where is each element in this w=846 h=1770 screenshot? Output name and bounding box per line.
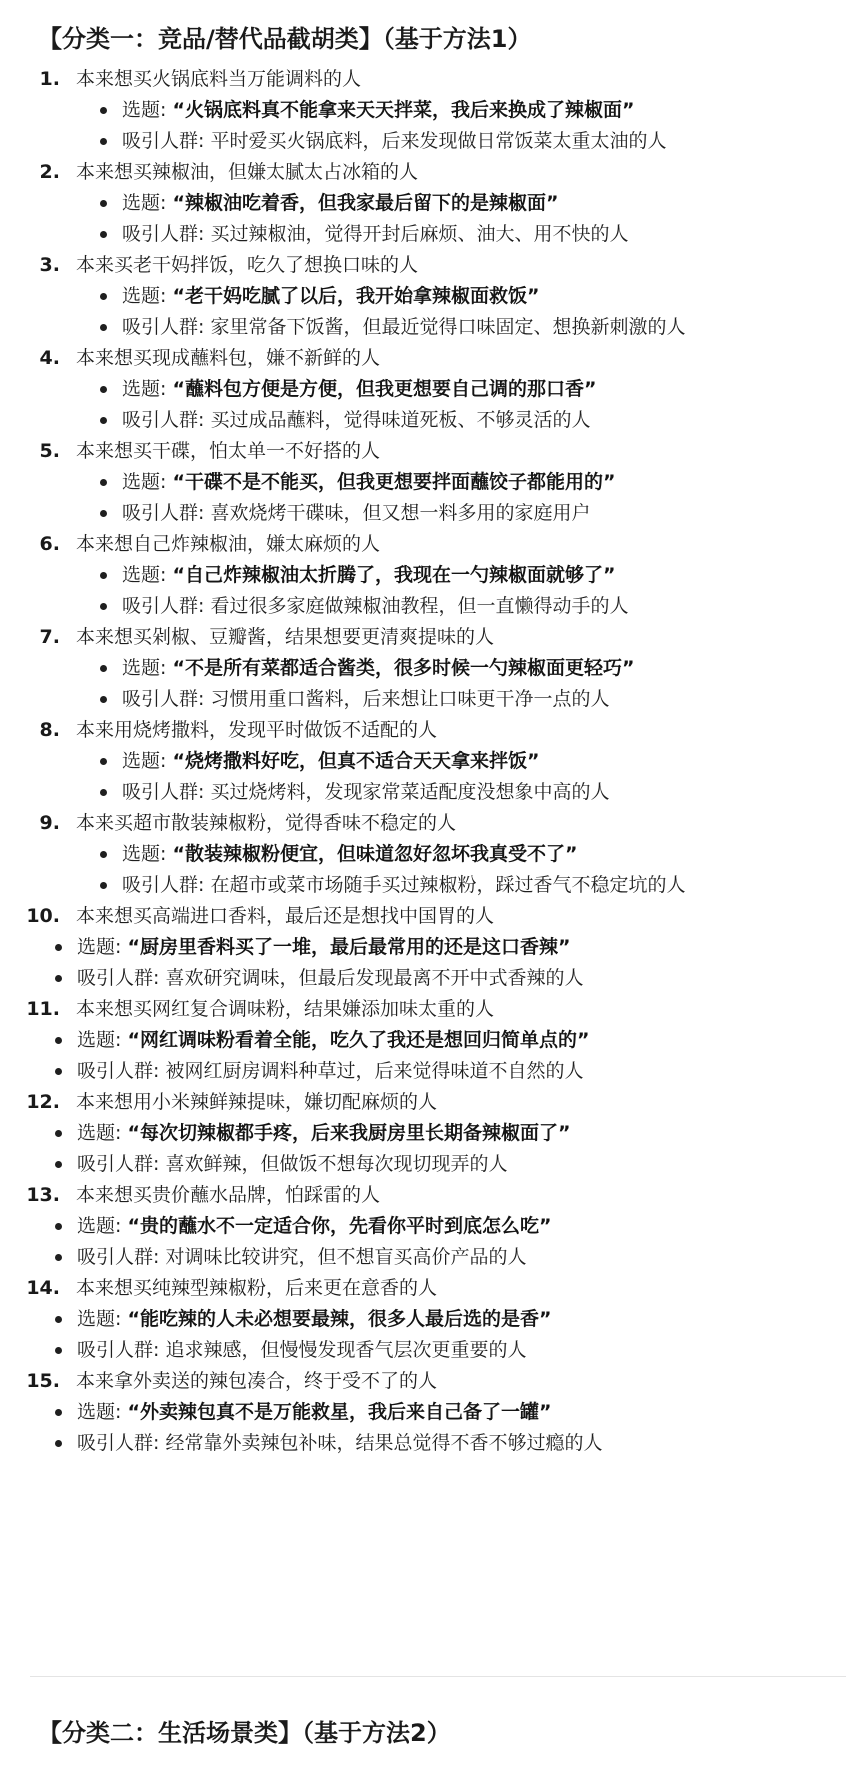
topic-line-value: “烧烤撒料好吃，但真不适合天天拿来拌饭” [172,750,540,772]
list-item [0,343,846,436]
topic-line-label: 选题: [122,192,173,214]
audience-line-value: 看过很多家庭做辣椒油教程，但一直懒得动手的人 [210,595,629,617]
list-item [0,250,846,343]
topic-line-text [122,281,539,312]
audience-line-text [122,684,609,715]
bullet-icon [100,789,107,796]
audience-line-value: 经常靠外卖辣包补味，结果总觉得不香不够过瘾的人 [165,1432,603,1454]
audience-line-label: 吸引人群: [77,1432,166,1454]
item-title: 本来想买辣椒油，但嫌太腻太占冰箱的人 [76,161,419,183]
item-title-row [0,715,846,746]
topic-line-label: 选题: [122,564,173,586]
audience-line-label: 吸引人群: [122,409,211,431]
bullet-icon [100,200,107,207]
topic-line [0,1211,846,1242]
item-number: 11. [26,998,60,1020]
item-title: 本来想买火锅底料当万能调料的人 [76,68,362,90]
topic-line [0,374,846,405]
bullet-icon [55,1254,62,1261]
topic-line-value: “蘸料包方便是方便，但我更想要自己调的那口香” [172,378,597,400]
item-title-row [0,64,846,95]
section-heading-1: 【分类一：竞品/替代品截胡类】（基于方法1） [38,25,532,53]
list-item [0,1087,846,1180]
topic-line [0,746,846,777]
bullet-icon [100,510,107,517]
topic-line [0,560,846,591]
bullet-icon [100,851,107,858]
bullet-icon [100,293,107,300]
topic-line-value: “外卖辣包真不是万能救星，我后来自己备了一罐” [127,1401,552,1423]
list-item [0,1180,846,1273]
topic-line-label: 选题: [77,1029,128,1051]
topic-line-text [122,560,615,591]
item-title: 本来买超市散装辣椒粉，觉得香味不稳定的人 [76,812,457,834]
audience-line-text [122,126,666,157]
item-title-row [0,808,846,839]
item-title-row [0,901,846,932]
item-title: 本来买老干妈拌饭，吃久了想换口味的人 [76,254,419,276]
audience-line-label: 吸引人群: [77,1060,166,1082]
topic-line-label: 选题: [77,1215,128,1237]
topic-line-text [122,188,558,219]
topic-line-text [122,374,596,405]
topic-line-label: 选题: [77,1308,128,1330]
bullet-icon [55,1068,62,1075]
topic-line-text [122,746,539,777]
list-item [0,994,846,1087]
item-title-row [0,1273,846,1304]
bullet-icon [55,1223,62,1230]
topic-line-label: 选题: [122,471,173,493]
audience-line [0,963,846,994]
bullet-icon [100,572,107,579]
item-number: 4. [39,347,60,369]
audience-line-text [122,312,685,343]
audience-line [0,591,846,622]
topic-line [0,95,846,126]
audience-line-label: 吸引人群: [122,223,211,245]
topic-line-label: 选题: [122,285,173,307]
topic-line-value: “辣椒油吃着香，但我家最后留下的是辣椒面” [172,192,559,214]
audience-line-value: 平时爱买火锅底料，后来发现做日常饭菜太重太油的人 [210,130,667,152]
item-title-row [0,157,846,188]
bullet-icon [55,975,62,982]
topic-line-text [77,1397,551,1428]
topic-line-label: 选题: [122,657,173,679]
audience-line-value: 对调味比较讲究，但不想盲买高价产品的人 [165,1246,527,1268]
bullet-icon [55,1161,62,1168]
item-number: 13. [26,1184,60,1206]
audience-line-value: 喜欢研究调味，但最后发现最离不开中式香辣的人 [165,967,584,989]
audience-line [0,219,846,250]
item-number: 1. [39,68,60,90]
topic-line-value: “自己炸辣椒油太折腾了，我现在一勺辣椒面就够了” [172,564,616,586]
item-title: 本来用烧烤撒料，发现平时做饭不适配的人 [76,719,438,741]
list-item [0,808,846,901]
topic-line-text [122,839,577,870]
audience-line-value: 在超市或菜市场随手买过辣椒粉，踩过香气不稳定坑的人 [210,874,686,896]
bullet-icon [100,665,107,672]
item-title-row [0,622,846,653]
topic-line [0,281,846,312]
competitor-topic-list [0,64,846,1459]
audience-line-label: 吸引人群: [77,967,166,989]
topic-line-value: “能吃辣的人未必想要最辣，很多人最后选的是香” [127,1308,552,1330]
topic-line-label: 选题: [77,1401,128,1423]
topic-line-label: 选题: [77,1122,128,1144]
bullet-icon [100,603,107,610]
bullet-icon [100,758,107,765]
item-title-row [0,343,846,374]
audience-line-value: 家里常备下饭酱，但最近觉得口味固定、想换新刺激的人 [210,316,686,338]
audience-line [0,312,846,343]
item-number: 5. [39,440,60,462]
topic-line-text [122,95,634,126]
bullet-icon [100,386,107,393]
bullet-icon [55,1316,62,1323]
bullet-icon [100,231,107,238]
item-title-row [0,1180,846,1211]
topic-line-value: “每次切辣椒都手疼，后来我厨房里长期备辣椒面了” [127,1122,571,1144]
bullet-icon [100,138,107,145]
item-title-row [0,529,846,560]
audience-line-text [77,1149,507,1180]
bullet-icon [100,882,107,889]
topic-line-label: 选题: [122,750,173,772]
topic-line-text [77,1118,570,1149]
item-number: 8. [39,719,60,741]
audience-line-label: 吸引人群: [77,1246,166,1268]
audience-line [0,1149,846,1180]
audience-line-text [77,1335,526,1366]
list-item [0,1366,846,1459]
topic-line-text [77,1211,551,1242]
bullet-icon [55,1037,62,1044]
list-item [0,529,846,622]
topic-line [0,1304,846,1335]
item-title: 本来想自己炸辣椒油，嫌太麻烦的人 [76,533,381,555]
topic-line-label: 选题: [122,99,173,121]
topic-line-value: “贵的蘸水不一定适合你，先看你平时到底怎么吃” [127,1215,552,1237]
section-heading-2: 【分类二：生活场景类】（基于方法2） [38,1719,451,1747]
topic-line [0,839,846,870]
item-title-row [0,250,846,281]
item-title-row [0,1366,846,1397]
topic-line-text [77,932,570,963]
item-title-row [0,1087,846,1118]
item-number: 12. [26,1091,60,1113]
topic-line-value: “厨房里香料买了一堆，最后最常用的还是这口香辣” [127,936,571,958]
topic-line-text [77,1025,589,1056]
bullet-icon [100,107,107,114]
item-title: 本来想买剁椒、豆瓣酱，结果想要更清爽提味的人 [76,626,495,648]
audience-line [0,1335,846,1366]
audience-line-text [77,963,583,994]
topic-line-value: “不是所有菜都适合酱类，很多时候一勺辣椒面更轻巧” [172,657,635,679]
list-item [0,157,846,250]
audience-line [0,126,846,157]
audience-line-text [122,219,628,250]
item-title: 本来想用小米辣鲜辣提味，嫌切配麻烦的人 [76,1091,438,1113]
item-title: 本来想买干碟，怕太单一不好搭的人 [76,440,381,462]
audience-line [0,1056,846,1087]
topic-line-label: 选题: [122,843,173,865]
bullet-icon [100,324,107,331]
audience-line-label: 吸引人群: [122,781,211,803]
topic-line [0,1025,846,1056]
item-title: 本来想买网红复合调味粉，结果嫌添加味太重的人 [76,998,495,1020]
audience-line-value: 买过成品蘸料，觉得味道死板、不够灵活的人 [210,409,591,431]
item-title: 本来想买纯辣型辣椒粉，后来更在意香的人 [76,1277,438,1299]
topic-line-label: 选题: [77,936,128,958]
audience-line-text [122,777,609,808]
audience-line-label: 吸引人群: [122,874,211,896]
audience-line-label: 吸引人群: [122,688,211,710]
bullet-icon [55,1440,62,1447]
item-title: 本来拿外卖送的辣包凑合，终于受不了的人 [76,1370,438,1392]
list-item [0,1273,846,1366]
topic-line [0,188,846,219]
audience-line-label: 吸引人群: [122,502,211,524]
bullet-icon [100,696,107,703]
item-title: 本来想买现成蘸料包，嫌不新鲜的人 [76,347,381,369]
audience-line-value: 买过辣椒油，觉得开封后麻烦、油大、用不快的人 [210,223,629,245]
item-title: 本来想买高端进口香料，最后还是想找中国胃的人 [76,905,495,927]
audience-line [0,1428,846,1459]
item-title: 本来想买贵价蘸水品牌，怕踩雷的人 [76,1184,381,1206]
topic-line [0,932,846,963]
topic-line [0,1397,846,1428]
topic-line-value: “干碟不是不能买，但我更想要拌面蘸饺子都能用的” [172,471,616,493]
topic-line [0,653,846,684]
item-title-row [0,436,846,467]
audience-line-text [77,1242,526,1273]
audience-line-text [77,1428,602,1459]
item-number: 3. [39,254,60,276]
audience-line-label: 吸引人群: [77,1153,166,1175]
audience-line-value: 喜欢鲜辣，但做饭不想每次现切现弄的人 [165,1153,508,1175]
audience-line-text [122,870,685,901]
bullet-icon [55,1130,62,1137]
audience-line-value: 习惯用重口酱料，后来想让口味更干净一点的人 [210,688,610,710]
topic-line [0,1118,846,1149]
audience-line-text [122,405,590,436]
topic-line [0,467,846,498]
item-number: 6. [39,533,60,555]
topic-line-text [122,653,634,684]
topic-line-text [122,467,615,498]
audience-line [0,1242,846,1273]
list-item [0,622,846,715]
audience-line [0,777,846,808]
audience-line-label: 吸引人群: [77,1339,166,1361]
item-number: 2. [39,161,60,183]
audience-line-text [122,591,628,622]
bullet-icon [100,479,107,486]
audience-line-value: 买过烧烤料，发现家常菜适配度没想象中高的人 [210,781,610,803]
audience-line [0,498,846,529]
item-number: 10. [26,905,60,927]
audience-line-value: 追求辣感，但慢慢发现香气层次更重要的人 [165,1339,527,1361]
audience-line-label: 吸引人群: [122,130,211,152]
audience-line-value: 喜欢烧烤干碟味，但又想一料多用的家庭用户 [210,502,591,524]
bullet-icon [55,944,62,951]
topic-line-value: “网红调味粉看着全能，吃久了我还是想回归简单点的” [127,1029,590,1051]
audience-line [0,870,846,901]
item-number: 14. [26,1277,60,1299]
topic-line-text [77,1304,551,1335]
audience-line-text [122,498,590,529]
audience-line-text [77,1056,583,1087]
item-number: 7. [39,626,60,648]
topic-line-value: “散装辣椒粉便宜，但味道忽好忽坏我真受不了” [172,843,578,865]
list-item [0,64,846,157]
audience-line-label: 吸引人群: [122,316,211,338]
list-item [0,436,846,529]
list-item [0,901,846,994]
topic-line-label: 选题: [122,378,173,400]
item-title-row [0,994,846,1025]
bullet-icon [100,417,107,424]
audience-line-value: 被网红厨房调料种草过，后来觉得味道不自然的人 [165,1060,584,1082]
bullet-icon [55,1409,62,1416]
section-divider [30,1676,846,1677]
item-number: 15. [26,1370,60,1392]
audience-line [0,405,846,436]
list-item [0,715,846,808]
topic-line-value: “火锅底料真不能拿来天天拌菜，我后来换成了辣椒面” [172,99,635,121]
bullet-icon [55,1347,62,1354]
audience-line-label: 吸引人群: [122,595,211,617]
topic-line-value: “老干妈吃腻了以后，我开始拿辣椒面救饭” [172,285,540,307]
item-number: 9. [39,812,60,834]
audience-line [0,684,846,715]
